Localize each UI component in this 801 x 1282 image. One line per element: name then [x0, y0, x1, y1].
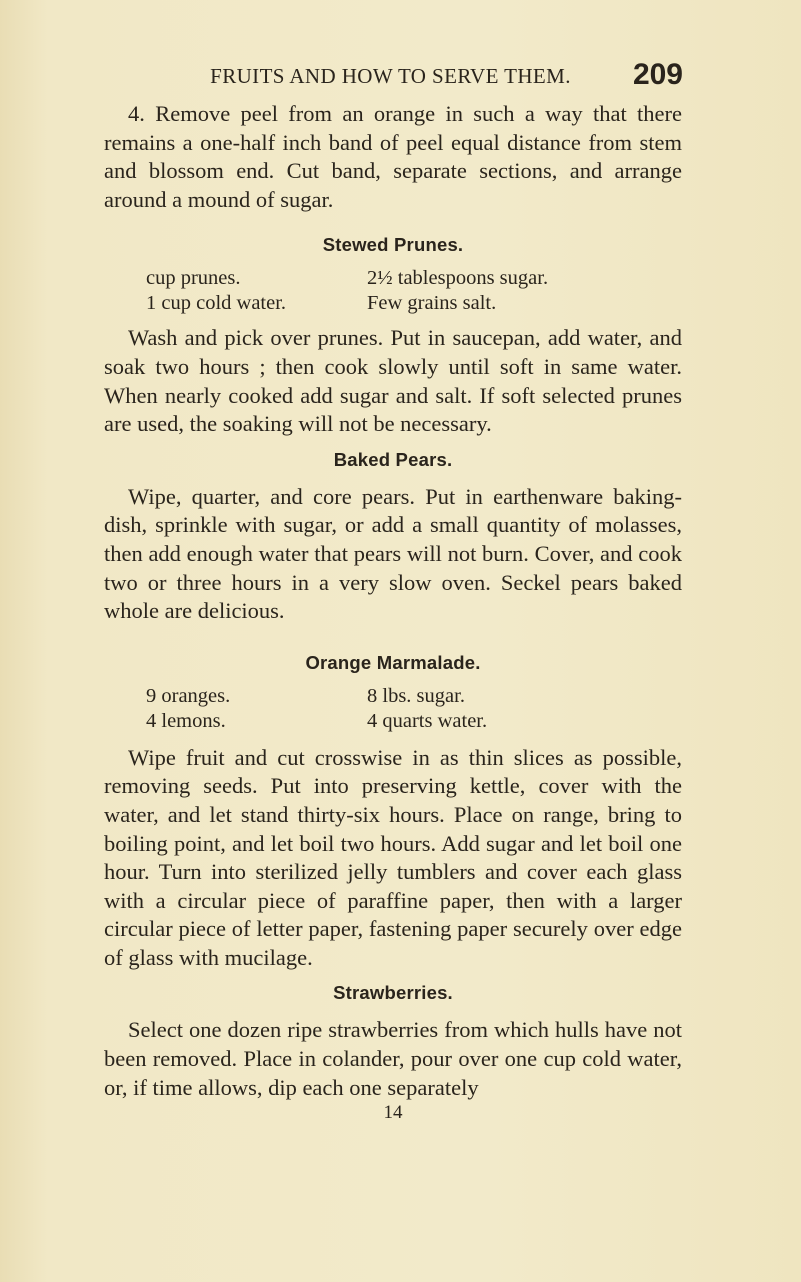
stewed-prunes-title: Stewed Prunes. — [322, 234, 464, 256]
ingredient-item: 1 cup cold water. — [146, 292, 287, 315]
ingredient-item: 4 quarts water. — [367, 709, 488, 732]
ingredient-item: Few grains salt. — [367, 292, 497, 315]
ingredient-item: 4 lemons. — [146, 709, 226, 732]
page-number: 209 — [632, 58, 683, 91]
strawberries-title: Strawberries. — [333, 982, 453, 1004]
baked-pears-title: Baked Pears. — [333, 448, 453, 470]
intro-paragraph: 4. Remove peel from an orange in such a way that there remains a one-half inch band of peel equal distance from stem and blossom end. Cut band, separate sections, and arrange around a mound of sugar. — [104, 101, 682, 212]
baked-pears-method: Wipe, quarter, and core pears. Put in earthenware baking-dish, sprinkle with sugar, or add a small quantity of molasses, then add enough water that pears will not burn. Cover, and cook two or three hours in a very slow oven. Seckel pears baked whole are delicious. — [104, 483, 682, 624]
ingredient-item: 8 lbs. sugar. — [367, 684, 465, 707]
signature-mark: 14 — [383, 1102, 403, 1124]
orange-marmalade-method: Wipe fruit and cut crosswise in as thin slices as possible, removing seeds. Put into preserving kettle, cover with the water, and let stand thirty-six hours. Place on range, bring to boiling point, and let boil two hours. Add sugar and let boil one hour. Turn into sterilized jelly tumblers and cover each glass with a circular piece of paraffine paper, then with a larger circular piece of letter paper, fastening paper securely over edge of glass with mucilage. — [104, 744, 682, 970]
stewed-prunes-ingredients — [104, 266, 682, 316]
strawberries-method: Select one dozen ripe strawberries from which hulls have not been removed. Place in colander, pour over one cup cold water, or, if time allows, dip each one separately — [104, 1017, 682, 1100]
ingredient-item: cup prunes. — [146, 267, 241, 290]
ingredient-item: 2½ tablespoons sugar. — [367, 267, 549, 290]
page-header — [98, 58, 683, 98]
page-content — [104, 100, 682, 1124]
running-head: FRUITS AND HOW TO SERVE THEM. — [210, 64, 571, 88]
ingredient-item: 9 oranges. — [146, 684, 231, 707]
stewed-prunes-method: Wash and pick over prunes. Put in saucepan, add water, and soak two hours ; then cook slowly until soft in same water. When nearly cooked add sugar and salt. If soft selected prunes are used, the soaking will not be necessary. — [104, 325, 682, 437]
orange-marmalade-ingredients — [104, 684, 682, 734]
orange-marmalade-title: Orange Marmalade. — [305, 651, 481, 673]
